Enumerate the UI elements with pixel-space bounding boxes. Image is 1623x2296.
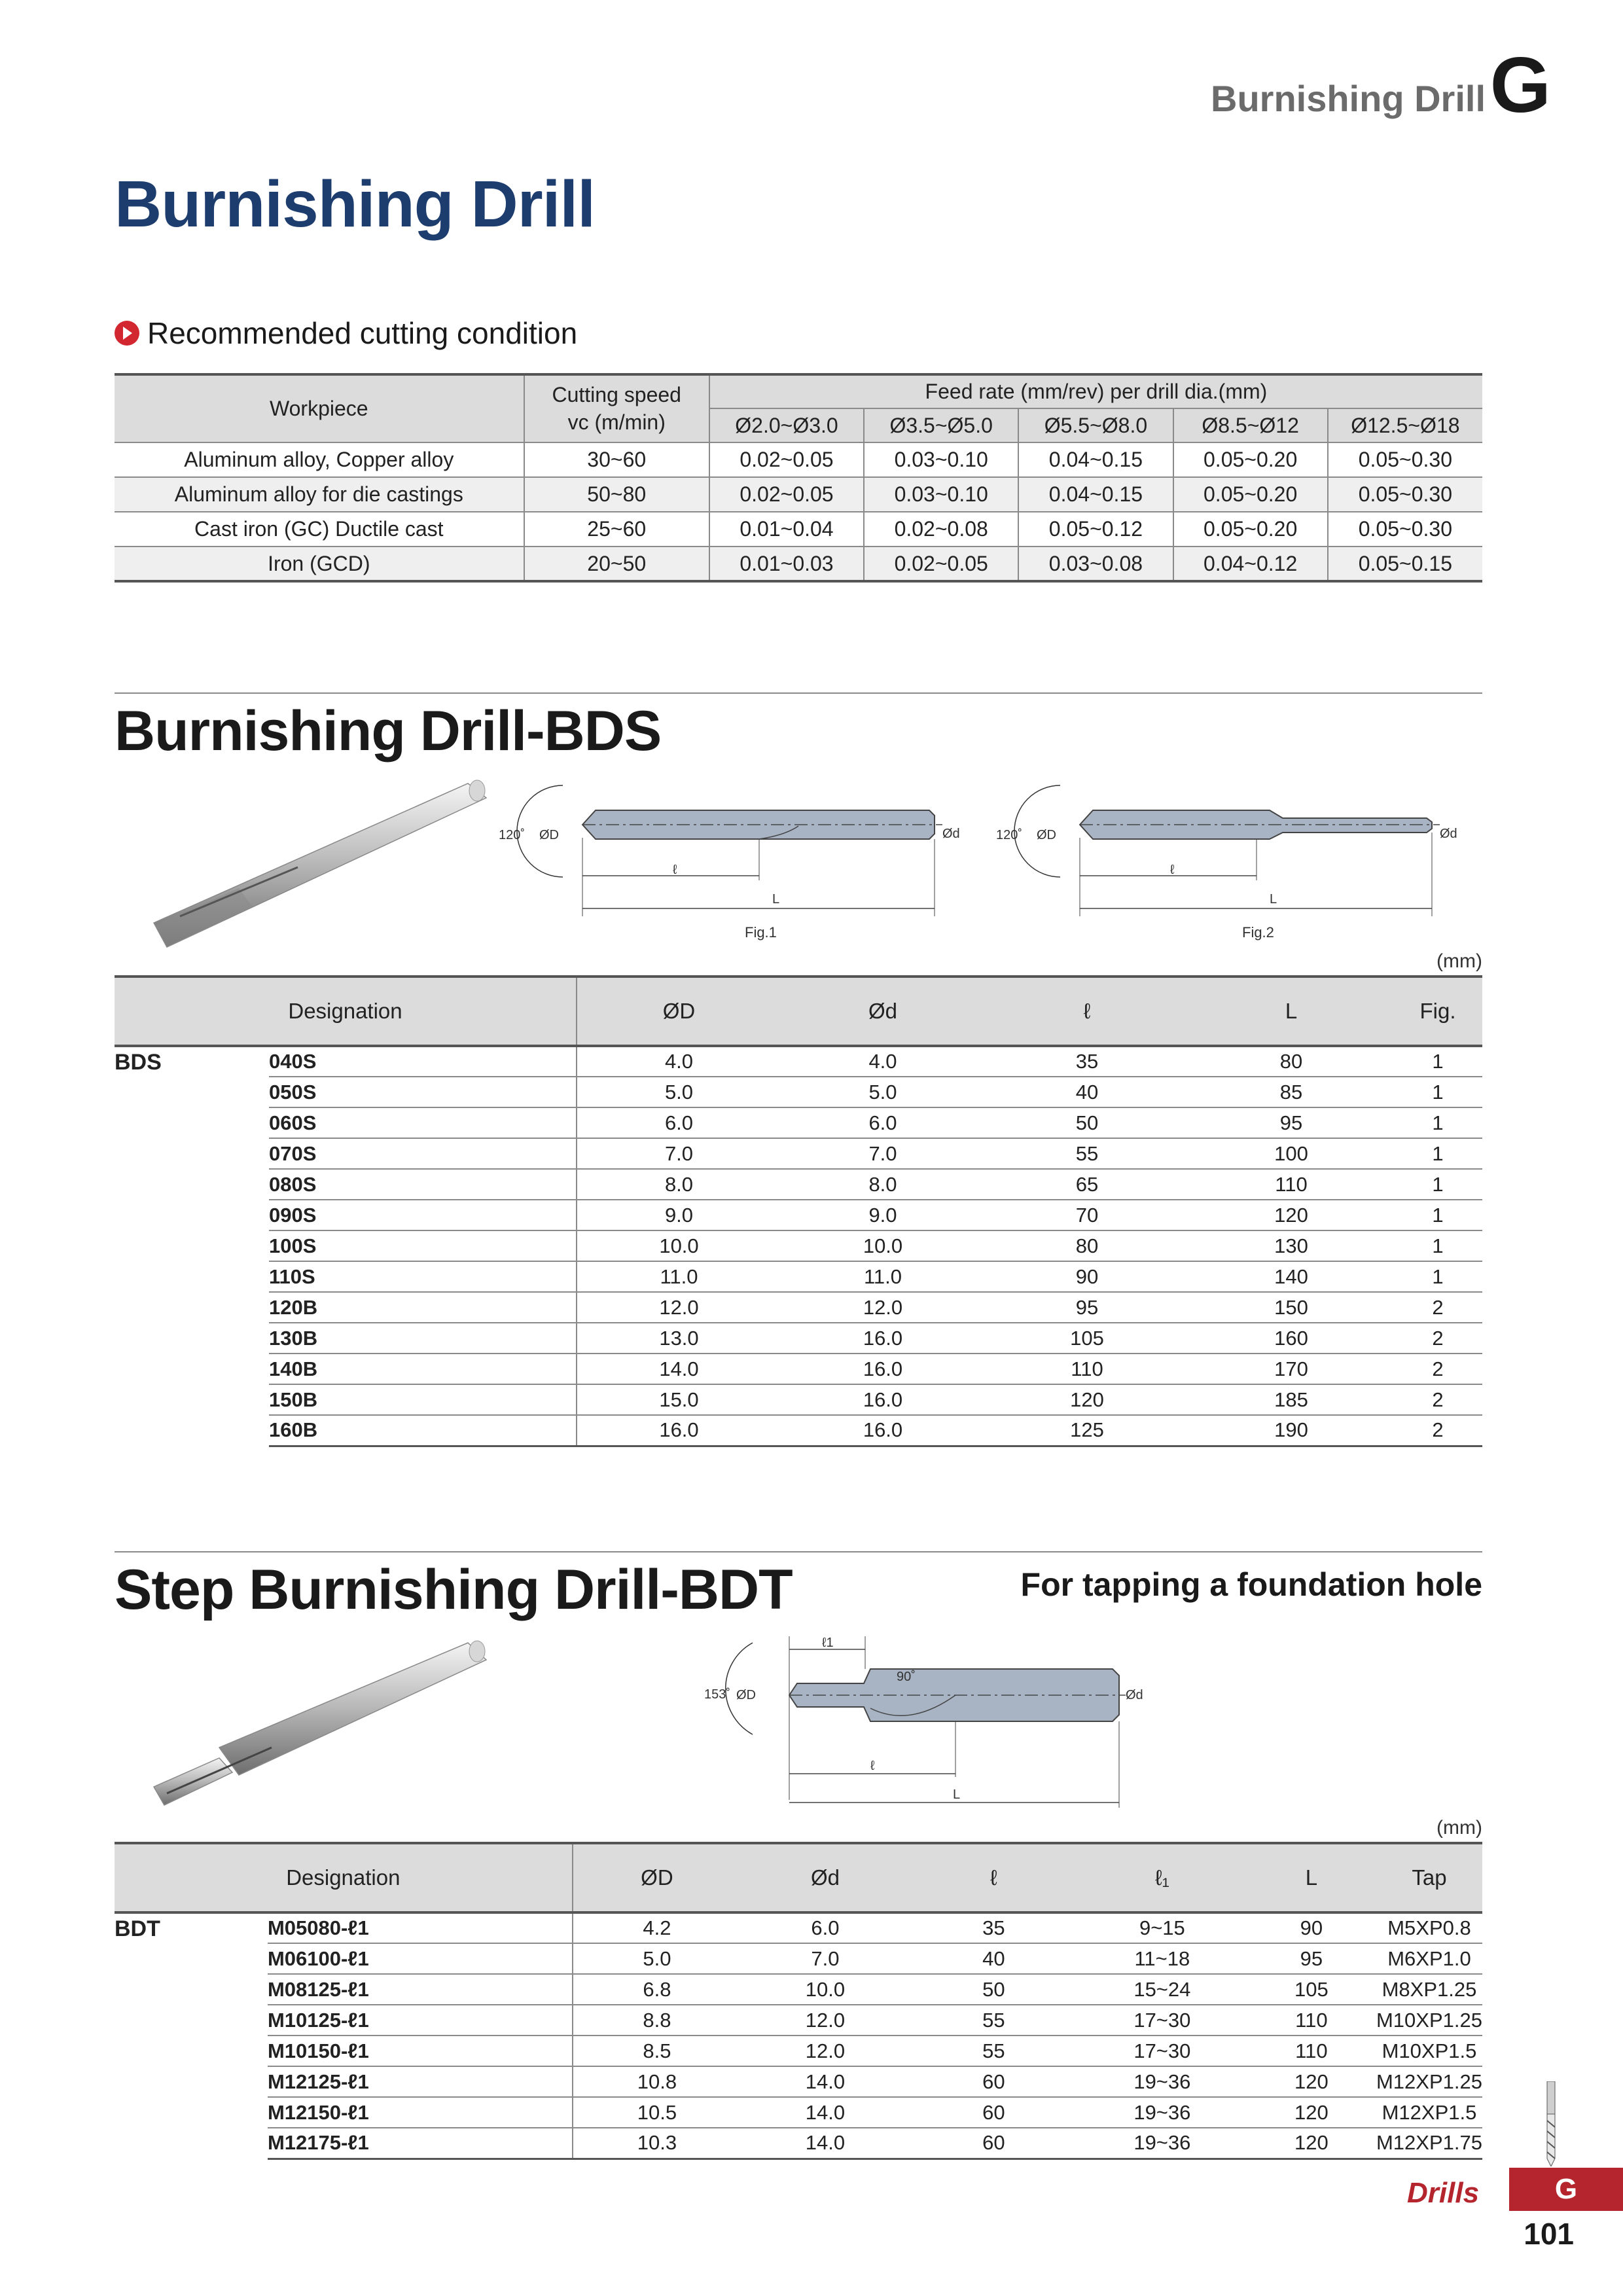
value-cell: 2 [1393,1415,1482,1446]
cutting-condition-heading [115,315,577,351]
value-cell: 6.0 [577,1107,781,1138]
workpiece-cell: Aluminum alloy for die castings [115,477,524,512]
bdt-unit-label: (mm) [1436,1817,1482,1839]
value-cell: 105 [985,1323,1189,1354]
value-cell: 12.0 [577,1292,781,1323]
value-cell: 16.0 [781,1354,985,1384]
value-cell: 90 [1247,1912,1376,1943]
value-cell: 16.0 [781,1415,985,1446]
value-cell: 190 [1189,1415,1393,1446]
value-cell: 10.0 [577,1230,781,1261]
value-cell: 80 [1189,1046,1393,1077]
bds-fig2-diagram [982,772,1479,949]
speed-cell: 30~60 [524,442,709,477]
feed-cell: 0.03~0.10 [864,442,1018,477]
table-row [115,512,1482,547]
section-divider [115,692,1482,694]
footer-section-letter: G [1509,2168,1623,2211]
value-cell: 8.5 [573,2036,741,2066]
designation-cell: 080S [269,1169,577,1200]
value-cell: M12XP1.75 [1376,2128,1482,2159]
bds-section-title: Burnishing Drill-BDS [115,700,662,762]
table-row [115,1384,1482,1415]
value-cell: 140 [1189,1261,1393,1292]
value-cell: 85 [1189,1077,1393,1107]
workpiece-cell: Cast iron (GC) Ductile cast [115,512,524,547]
value-cell: 55 [985,1138,1189,1169]
table-row [115,1415,1482,1446]
feed-cell: 0.04~0.12 [1173,547,1328,581]
value-cell: 11.0 [577,1261,781,1292]
value-cell: 19~36 [1078,2097,1247,2128]
value-cell: 2 [1393,1354,1482,1384]
bdt-l-label: ℓ [870,1759,875,1773]
table-row [115,1323,1482,1354]
value-cell: 130 [1189,1230,1393,1261]
series-label: BDT [115,1916,160,1941]
fig2-angle-label: 120˚ [996,828,1023,842]
value-cell: 100 [1189,1138,1393,1169]
fig2-l-label: ℓ [1170,863,1175,877]
designation-cell: M08125-ℓ1 [268,1974,573,2005]
value-cell: 5.0 [577,1077,781,1107]
value-cell: 150 [1189,1292,1393,1323]
designation-cell: M12125-ℓ1 [268,2066,573,2097]
header-section-letter: G [1489,41,1551,129]
value-cell: 14.0 [741,2097,910,2128]
col-header-dia-range: Ø3.5~Ø5.0 [864,408,1018,442]
value-cell: 10.0 [781,1230,985,1261]
series-label: BDS [115,1050,162,1075]
section-divider [115,1551,1482,1552]
fig1-L-label: L [772,892,780,906]
value-cell: 120 [985,1384,1189,1415]
table-row [115,1974,1482,2005]
bds-drill-photo [141,776,494,952]
value-cell: 125 [985,1415,1189,1446]
value-cell: 40 [985,1077,1189,1107]
value-cell: 10.8 [573,2066,741,2097]
table-row [115,2128,1482,2159]
bdt-spec-table [115,1842,1482,2160]
value-cell: 10.3 [573,2128,741,2159]
col-header: Fig. [1393,977,1482,1046]
table-row [115,2005,1482,2036]
feed-cell: 0.02~0.05 [864,547,1018,581]
value-cell: 1 [1393,1107,1482,1138]
value-cell: 16.0 [781,1384,985,1415]
speed-cell: 25~60 [524,512,709,547]
table-row [115,1354,1482,1384]
bdt-drill-photo [141,1636,494,1813]
value-cell: 170 [1189,1354,1393,1384]
arrow-bullet-icon [115,321,139,346]
fig2-caption: Fig.2 [1242,924,1274,941]
bds-unit-label: (mm) [1436,950,1482,972]
designation-cell: 120B [269,1292,577,1323]
page-title: Burnishing Drill [115,168,595,241]
table-row [115,1138,1482,1169]
value-cell: 14.0 [741,2128,910,2159]
col-header: ℓ [910,1843,1078,1912]
col-header-dia-range: Ø5.5~Ø8.0 [1018,408,1173,442]
table-row [115,547,1482,581]
value-cell: 10.0 [741,1974,910,2005]
designation-cell: M06100-ℓ1 [268,1943,573,1974]
value-cell: 105 [1247,1974,1376,2005]
value-cell: 35 [985,1046,1189,1077]
table-row [115,1943,1482,1974]
designation-cell: 100S [269,1230,577,1261]
value-cell: 4.0 [781,1046,985,1077]
table-row [115,1230,1482,1261]
table-row [115,1912,1482,1943]
value-cell: 15~24 [1078,1974,1247,2005]
value-cell: 15.0 [577,1384,781,1415]
designation-cell: 070S [269,1138,577,1169]
feed-cell: 0.02~0.05 [709,442,864,477]
value-cell: 11~18 [1078,1943,1247,1974]
col-header: Ød [741,1843,910,1912]
value-cell: 55 [910,2005,1078,2036]
value-cell: 19~36 [1078,2128,1247,2159]
value-cell: 8.0 [781,1169,985,1200]
bdt-l1-label: ℓ1 [822,1636,834,1650]
fig2-L-label: L [1270,892,1277,906]
value-cell: 95 [1189,1107,1393,1138]
designation-cell: 140B [269,1354,577,1384]
designation-cell: 090S [269,1200,577,1230]
table-row [115,2036,1482,2066]
value-cell: 160 [1189,1323,1393,1354]
feed-cell: 0.05~0.20 [1173,477,1328,512]
value-cell: 110 [985,1354,1189,1384]
workpiece-cell: Iron (GCD) [115,547,524,581]
value-cell: 13.0 [577,1323,781,1354]
drill-bit-icon [1538,2081,1564,2166]
feed-cell: 0.02~0.05 [709,477,864,512]
col-header: Ød [781,977,985,1046]
value-cell: 6.0 [781,1107,985,1138]
footer-category: Drills [1407,2177,1480,2209]
bdt-diagram [694,1630,1191,1826]
col-header: L [1189,977,1393,1046]
cutting-condition-table [115,373,1482,583]
speed-cell: 50~80 [524,477,709,512]
value-cell: 2 [1393,1292,1482,1323]
value-cell: 110 [1247,2036,1376,2066]
value-cell: 16.0 [781,1323,985,1354]
col-header: ℓ₁ [1078,1843,1247,1912]
value-cell: 8.0 [577,1169,781,1200]
value-cell: M12XP1.25 [1376,2066,1482,2097]
value-cell: 95 [985,1292,1189,1323]
feed-cell: 0.02~0.08 [864,512,1018,547]
col-header-workpiece: Workpiece [115,374,524,442]
table-row [115,2097,1482,2128]
value-cell: 1 [1393,1200,1482,1230]
table-row [115,1107,1482,1138]
table-row [115,1200,1482,1230]
bdt-L-label: L [953,1787,961,1802]
col-header: ØD [573,1843,741,1912]
feed-cell: 0.03~0.08 [1018,547,1173,581]
value-cell: 40 [910,1943,1078,1974]
value-cell: 11.0 [781,1261,985,1292]
value-cell: 19~36 [1078,2066,1247,2097]
col-header-designation: Designation [115,977,577,1046]
speed-cell: 20~50 [524,547,709,581]
designation-cell: 130B [269,1323,577,1354]
value-cell: 55 [910,2036,1078,2066]
value-cell: 120 [1247,2097,1376,2128]
value-cell: 50 [985,1107,1189,1138]
value-cell: 90 [985,1261,1189,1292]
bds-spec-table [115,975,1482,1447]
value-cell: 16.0 [577,1415,781,1446]
feed-cell: 0.05~0.20 [1173,512,1328,547]
value-cell: 120 [1247,2128,1376,2159]
value-cell: 10.5 [573,2097,741,2128]
table-row [115,1292,1482,1323]
value-cell: 1 [1393,1138,1482,1169]
col-header-dia-range: Ø12.5~Ø18 [1328,408,1482,442]
table-row [115,442,1482,477]
value-cell: 60 [910,2097,1078,2128]
feed-cell: 0.01~0.03 [709,547,864,581]
feed-cell: 0.01~0.04 [709,512,864,547]
designation-cell: M10125-ℓ1 [268,2005,573,2036]
value-cell: 8.8 [573,2005,741,2036]
col-header-cutting-speed: Cutting speed vc (m/min) [524,374,709,442]
value-cell: 7.0 [741,1943,910,1974]
table-row [115,1046,1482,1077]
col-header-dia-range: Ø8.5~Ø12 [1173,408,1328,442]
value-cell: 12.0 [741,2005,910,2036]
value-cell: M10XP1.25 [1376,2005,1482,2036]
value-cell: 120 [1189,1200,1393,1230]
feed-cell: 0.05~0.30 [1328,477,1482,512]
feed-cell: 0.03~0.10 [864,477,1018,512]
value-cell: 4.0 [577,1046,781,1077]
table-row [115,1261,1482,1292]
value-cell: 80 [985,1230,1189,1261]
fig1-caption: Fig.1 [745,924,777,941]
value-cell: M8XP1.25 [1376,1974,1482,2005]
feed-cell: 0.05~0.20 [1173,442,1328,477]
value-cell: 5.0 [573,1943,741,1974]
fig1-l-label: ℓ [673,863,677,877]
value-cell: 6.0 [741,1912,910,1943]
designation-cell: M12150-ℓ1 [268,2097,573,2128]
value-cell: 2 [1393,1384,1482,1415]
designation-cell: 040S [269,1046,577,1077]
value-cell: 12.0 [741,2036,910,2066]
value-cell: 17~30 [1078,2005,1247,2036]
col-header: Tap [1376,1843,1482,1912]
col-header: L [1247,1843,1376,1912]
value-cell: 1 [1393,1046,1482,1077]
bdt-tagline: For tapping a foundation hole [1020,1566,1482,1603]
value-cell: 110 [1247,2005,1376,2036]
fig2-D-label: ØD [1037,828,1056,842]
feed-cell: 0.05~0.30 [1328,512,1482,547]
value-cell: M10XP1.5 [1376,2036,1482,2066]
designation-cell: 060S [269,1107,577,1138]
value-cell: M6XP1.0 [1376,1943,1482,1974]
value-cell: 60 [910,2066,1078,2097]
value-cell: M5XP0.8 [1376,1912,1482,1943]
workpiece-cell: Aluminum alloy, Copper alloy [115,442,524,477]
value-cell: 1 [1393,1169,1482,1200]
value-cell: 1 [1393,1077,1482,1107]
fig2-d-label: Ød [1440,827,1457,841]
value-cell: 14.0 [577,1354,781,1384]
page-number: 101 [1524,2217,1574,2251]
col-header-designation: Designation [115,1843,573,1912]
feed-cell: 0.05~0.12 [1018,512,1173,547]
feed-cell: 0.04~0.15 [1018,442,1173,477]
bdt-d-label: Ød [1126,1688,1143,1702]
designation-cell: 050S [269,1077,577,1107]
bdt-step-angle-label: 90˚ [897,1670,916,1684]
col-header: ØD [577,977,781,1046]
value-cell: 17~30 [1078,2036,1247,2066]
value-cell: 1 [1393,1230,1482,1261]
value-cell: 14.0 [741,2066,910,2097]
value-cell: 9.0 [577,1200,781,1230]
feed-cell: 0.05~0.30 [1328,442,1482,477]
value-cell: 120 [1247,2066,1376,2097]
value-cell: 60 [910,2128,1078,2159]
value-cell: M12XP1.5 [1376,2097,1482,2128]
table-row [115,477,1482,512]
col-header-feed-rate: Feed rate (mm/rev) per drill dia.(mm) [709,374,1482,408]
value-cell: 50 [910,1974,1078,2005]
col-header: ℓ [985,977,1189,1046]
table-row [115,1077,1482,1107]
value-cell: 70 [985,1200,1189,1230]
value-cell: 6.8 [573,1974,741,2005]
bdt-section-title: Step Burnishing Drill-BDT [115,1558,793,1621]
value-cell: 7.0 [781,1138,985,1169]
designation-cell: 160B [269,1415,577,1446]
value-cell: 5.0 [781,1077,985,1107]
value-cell: 12.0 [781,1292,985,1323]
value-cell: 185 [1189,1384,1393,1415]
fig1-d-label: Ød [942,827,960,841]
designation-cell: 110S [269,1261,577,1292]
value-cell: 35 [910,1912,1078,1943]
feed-cell: 0.05~0.15 [1328,547,1482,581]
value-cell: 2 [1393,1323,1482,1354]
designation-cell: M10150-ℓ1 [268,2036,573,2066]
value-cell: 9.0 [781,1200,985,1230]
bdt-angle-label: 153˚ [704,1687,731,1702]
value-cell: 65 [985,1169,1189,1200]
value-cell: 9~15 [1078,1912,1247,1943]
bds-fig1-diagram [484,772,982,949]
table-row [115,1169,1482,1200]
value-cell: 110 [1189,1169,1393,1200]
feed-cell: 0.04~0.15 [1018,477,1173,512]
col-header-dia-range: Ø2.0~Ø3.0 [709,408,864,442]
designation-cell: M12175-ℓ1 [268,2128,573,2159]
cutting-condition-title: Recommended cutting condition [147,316,578,350]
value-cell: 95 [1247,1943,1376,1974]
value-cell: 1 [1393,1261,1482,1292]
designation-cell: 150B [269,1384,577,1415]
value-cell: 7.0 [577,1138,781,1169]
table-row [115,2066,1482,2097]
header-title: Burnishing Drill [1211,78,1486,119]
designation-cell: M05080-ℓ1 [268,1912,573,1943]
fig1-D-label: ØD [539,828,559,842]
bdt-D-label: ØD [736,1688,756,1702]
value-cell: 4.2 [573,1912,741,1943]
fig1-angle-label: 120˚ [499,828,526,842]
